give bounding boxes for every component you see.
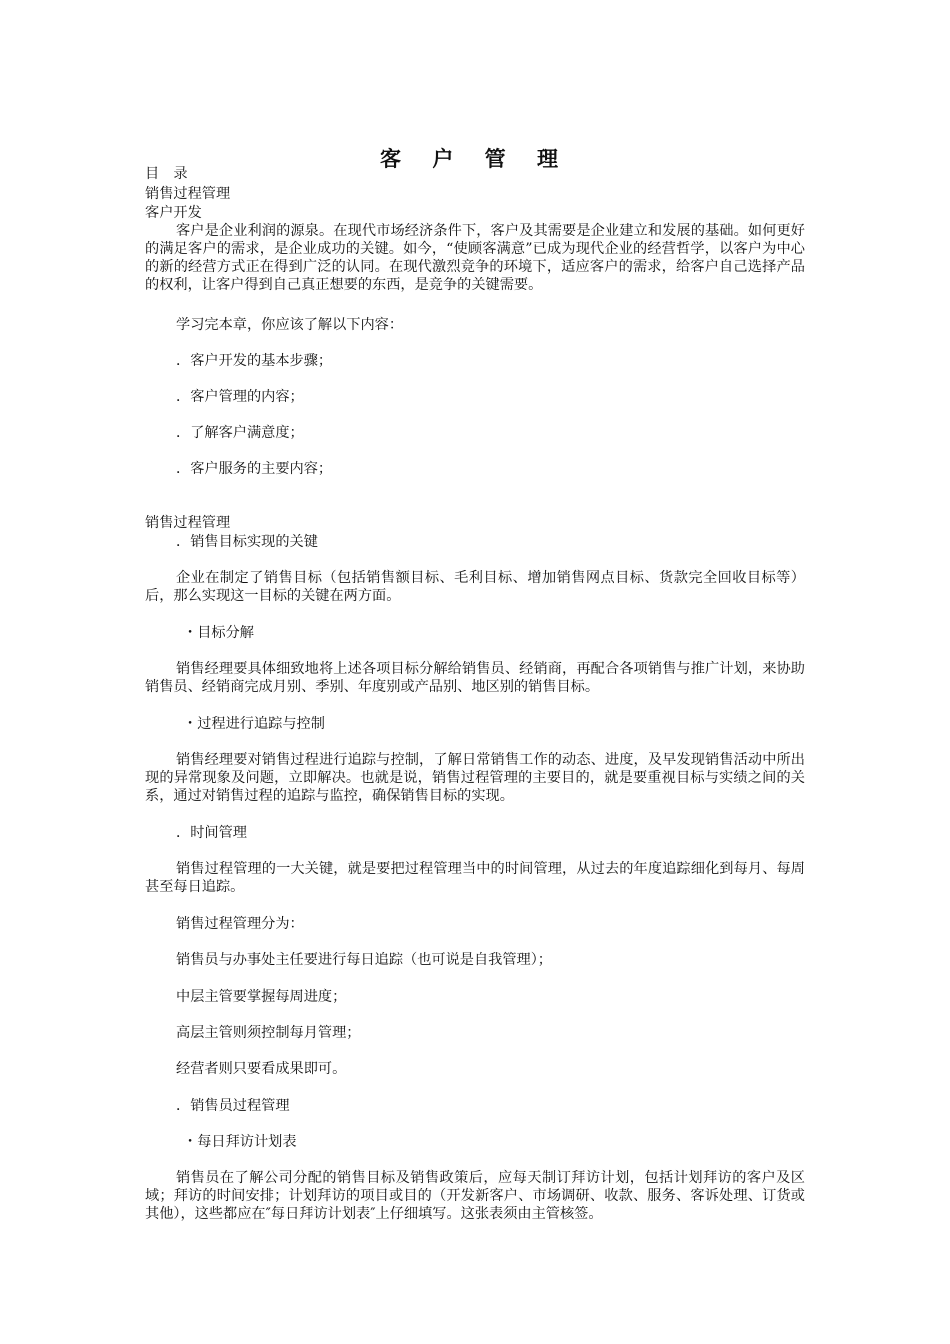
paragraph: 销售过程管理的一大关键，就是要把过程管理当中的时间管理，从过去的年度追踪细化到每月、每周甚至每日追踪。: [145, 861, 805, 895]
toc-heading: 目 录: [145, 166, 188, 182]
objective-item: ．客户管理的内容；: [176, 389, 304, 405]
subsection-heading: ．时间管理: [176, 825, 247, 841]
paragraph: 销售员在了解公司分配的销售目标及销售政策后，应每天制订拜访计划，包括计划拜访的客户及区域；拜访的时间安排；计划拜访的项目或目的（开发新客户、市场调研、收款、服务、客诉处理、订货或其他），这些都应在″每日拜访计划表″上仔细填写。这张表须由主管核签。: [145, 1170, 805, 1222]
bullet-heading: ・目标分解: [183, 625, 254, 641]
objective-item: ．客户服务的主要内容；: [176, 461, 333, 477]
paragraph: 销售经理要具体细致地将上述各项目标分解给销售员、经销商，再配合各项销售与推广计划，来协助销售员、经销商完成月别、季别、年度别或产品别、地区别的销售目标。: [145, 661, 805, 695]
page-title: 客 户 管 理: [380, 146, 570, 171]
intro-paragraph: 客户是企业利润的源泉。在现代市场经济条件下，客户及其需要是企业建立和发展的基础。如何更好的满足客户的需求，是企业成功的关键。如今，“使顾客满意”已成为现代企业的经营哲学，以客户为中心的新的经营方式正在得到广泛的认同。在现代激烈竞争的环境下，适应客户的需求，给客户自己选择产品的权利，让客户得到自己真正想要的东西，是竞争的关键需要。: [145, 223, 805, 293]
subsection-heading: ．销售员过程管理: [176, 1098, 290, 1114]
paragraph: 销售过程管理分为：: [176, 916, 304, 932]
section-heading: 销售过程管理: [145, 515, 231, 531]
toc-item-customer-development: 客户开发: [145, 205, 202, 221]
bullet-heading: ・过程进行追踪与控制: [183, 716, 325, 732]
bullet-heading: ・每日拜访计划表: [183, 1134, 297, 1150]
subsection-heading: ．销售目标实现的关键: [176, 534, 318, 550]
toc-item-sales-process: 销售过程管理: [145, 186, 231, 202]
paragraph: 企业在制定了销售目标（包括销售额目标、毛利目标、增加销售网点目标、货款完全回收目标等）后，那么实现这一目标的关键在两方面。: [145, 570, 805, 604]
learning-intro: 学习完本章，你应该了解以下内容：: [176, 317, 404, 333]
paragraph: 销售员与办事处主任要进行每日追踪（也可说是自我管理）；: [176, 952, 552, 968]
paragraph: 经营者则只要看成果即可。: [176, 1061, 347, 1077]
paragraph: 中层主管要掌握每周进度；: [176, 989, 347, 1005]
objective-item: ．了解客户满意度；: [176, 425, 304, 441]
paragraph: 高层主管则须控制每月管理；: [176, 1025, 361, 1041]
paragraph: 销售经理要对销售过程进行追踪与控制，了解日常销售工作的动态、进度，及早发现销售活动中所出现的异常现象及问题，立即解决。也就是说，销售过程管理的主要目的，就是要重视目标与实绩之间的关系，通过对销售过程的追踪与监控，确保销售目标的实现。: [145, 752, 805, 804]
objective-item: ．客户开发的基本步骤；: [176, 353, 333, 369]
